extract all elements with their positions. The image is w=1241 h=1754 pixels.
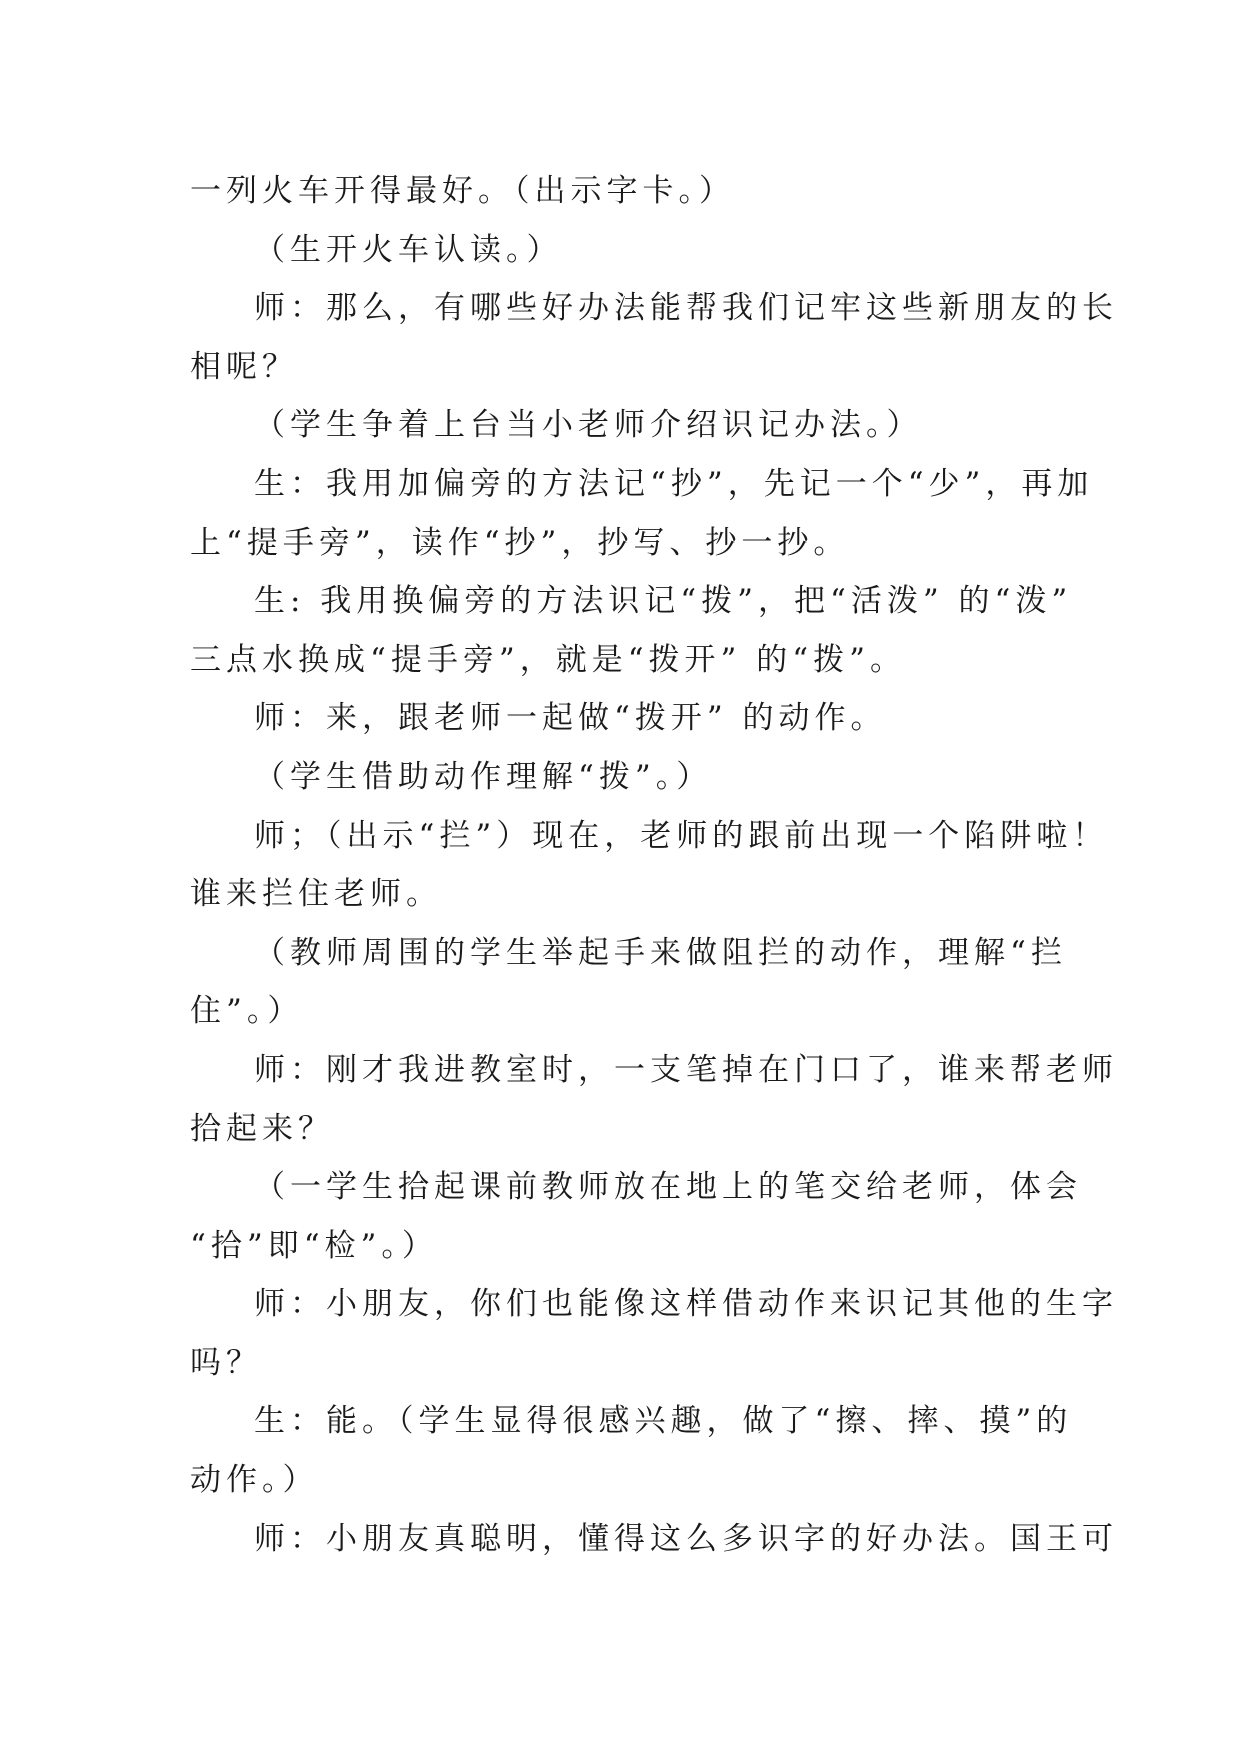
text-line: 相呢？ bbox=[190, 348, 298, 385]
text-line: 师；（出示“拦”）现在，老师的跟前出现一个陷阱啦！ bbox=[254, 817, 1109, 854]
text-line: 动作。） bbox=[190, 1462, 319, 1499]
text-line: 谁来拦住老师。 bbox=[190, 876, 442, 913]
text-line: 师：刚才我进教室时，一支笔掉在门口了，谁来帮老师 bbox=[254, 1051, 1118, 1088]
text-line: 师：来，跟老师一起做“拨开” 的动作。 bbox=[254, 700, 887, 737]
text-line: （教师周围的学生举起手来做阻拦的动作，理解“拦 bbox=[254, 934, 1067, 971]
text-line: 师：那么，有哪些好办法能帮我们记牢这些新朋友的长 bbox=[254, 290, 1118, 327]
text-line: （生开火车认读。） bbox=[254, 231, 563, 268]
text-line: 三点水换成“提手旁”，就是“拨开” 的“拨”。 bbox=[190, 641, 906, 678]
text-line: 上“提手旁”，读作“抄”，抄写、抄一抄。 bbox=[190, 524, 850, 561]
text-column bbox=[190, 162, 1118, 1568]
text-line: 师：小朋友，你们也能像这样借动作来识记其他的生字 bbox=[254, 1286, 1118, 1323]
text-line: 一列火车开得最好。（出示字卡。） bbox=[190, 173, 735, 209]
text-line: 生：我用加偏旁的方法记“抄”，先记一个“少”，再加 bbox=[254, 465, 1094, 502]
text-line: 住”。） bbox=[190, 993, 304, 1030]
text-line: 生: 我用换偏旁的方法识记“拨”，把“活泼” 的“泼” bbox=[254, 583, 1073, 620]
text-line: 生：能。（学生显得很感兴趣，做了“擦、摔、摸”的 bbox=[254, 1403, 1073, 1440]
text-line: （学生争着上台当小老师介绍识记办法。） bbox=[254, 407, 923, 444]
text-line: （一学生拾起课前教师放在地上的笔交给老师，体会 bbox=[254, 1169, 1082, 1206]
body-text bbox=[190, 162, 1118, 1568]
text-line: “拾”即“检”。） bbox=[190, 1227, 438, 1264]
text-line: （学生借助动作理解“拨”。） bbox=[254, 758, 713, 795]
text-line: 师：小朋友真聪明，懂得这么多识字的好办法。国王可 bbox=[254, 1520, 1118, 1557]
text-line: 拾起来？ bbox=[190, 1110, 334, 1147]
text-line: 吗？ bbox=[190, 1344, 262, 1381]
